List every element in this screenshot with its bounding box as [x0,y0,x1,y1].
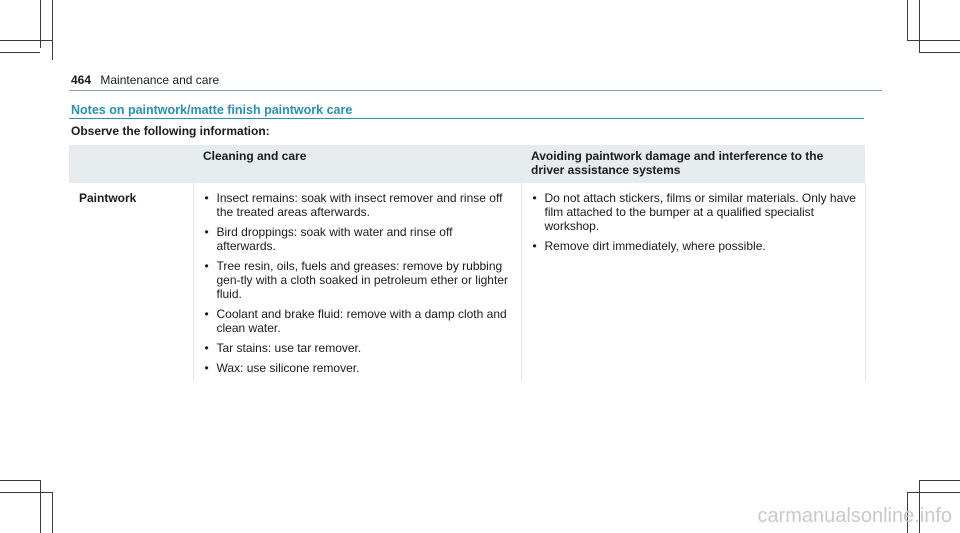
column-header: Avoiding paintwork damage and interference to the driver assistance systems [521,145,865,183]
list-item: • Remove dirt immediately, where possible. [532,239,857,253]
list-item: • Wax: use silicone remover. [204,361,513,375]
crop-mark [52,0,53,60]
crop-mark [919,52,960,53]
crop-mark [52,492,53,533]
avoiding-cell [521,183,865,381]
crop-mark [907,40,960,41]
crop-mark [919,0,920,52]
crop-mark [907,0,908,40]
care-table [69,145,866,381]
list-item: • Tree resin, oils, fuels and greases: remove by rubbing gen-tly with a cloth soaked in petroleum ether or lighter fluid. [204,259,513,301]
list-item: • Bird droppings: soak with water and rinse off afterwards. [204,225,513,253]
running-section-title: Maintenance and care [100,73,220,87]
cleaning-cell [193,183,521,381]
table-header-row [69,145,865,183]
crop-mark [0,52,40,53]
column-header [69,145,193,183]
section-divider [69,118,864,119]
crop-mark [0,480,40,481]
page-header [71,73,219,87]
row-label: Paintwork [79,191,137,205]
section-heading: Notes on paintwork/matte finish paintwork care [71,103,353,117]
crop-mark [0,492,52,493]
crop-mark [919,480,960,481]
crop-mark [907,492,960,493]
crop-mark [40,480,41,533]
list-item: • Coolant and brake fluid: remove with a damp cloth and clean water. [204,307,513,335]
table-row [69,183,865,381]
header-divider [69,90,882,91]
list-item: • Do not attach stickers, films or similar materials. Only have film attached to the bumper at a qualified specialist workshop. [532,191,857,233]
list-item: • Tar stains: use tar remover. [204,341,513,355]
page-number: 464 [71,73,92,87]
column-header: Cleaning and care [193,145,521,183]
crop-mark [0,40,52,41]
watermark: carmanualsonline.info [757,505,952,527]
avoiding-list [532,191,857,253]
cleaning-list [204,191,513,375]
intro-text: Observe the following information: [71,124,270,138]
list-item: • Insect remains: soak with insect remover and rinse off the treated areas afterwards. [204,191,513,219]
